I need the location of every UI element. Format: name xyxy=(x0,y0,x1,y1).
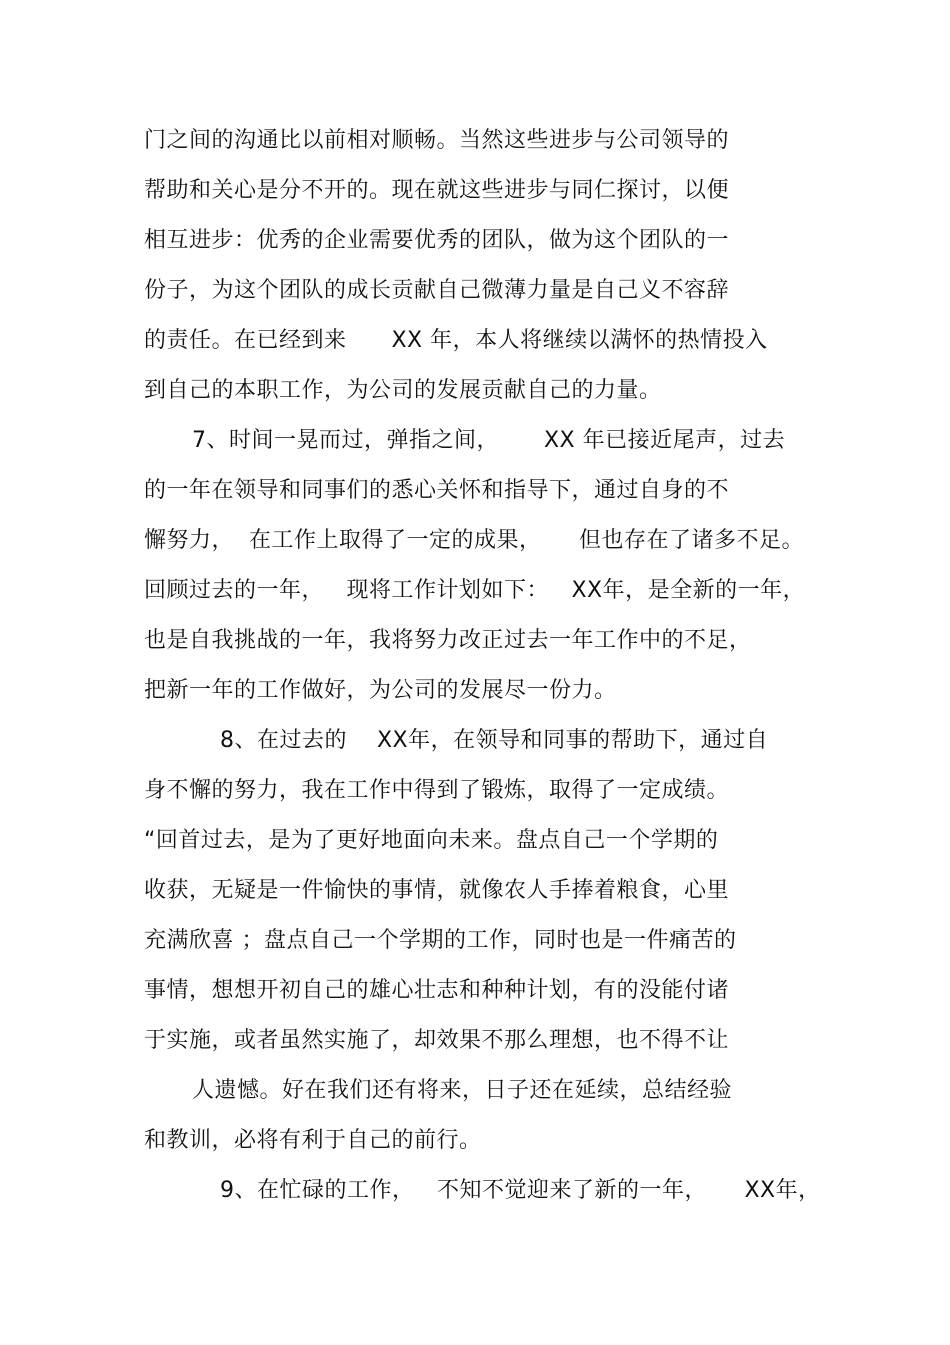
text-line: 身不懈的努力，我在工作中得到了锻炼，取得了一定成绩。 xyxy=(144,778,730,803)
text-line: 份子，为这个团队的成长贡献自己微薄力量是自己义不容辞 xyxy=(144,278,730,303)
text-line: 8、在过去的 XX年，在领导和同事的帮助下，通过自 xyxy=(220,728,769,753)
text-line: 的一年在领导和同事们的悉心关怀和指导下，通过自身的不 xyxy=(144,478,730,503)
text-line: 7、时间一晃而过，弹指之间， XX 年已接近尾声，过去 xyxy=(192,428,786,453)
text-line: 充满欣喜 ；盘点自己一个学期的工作，同时也是一件痛苦的 xyxy=(144,928,737,953)
text-line: 收获，无疑是一件愉快的事情，就像农人手捧着粮食，心里 xyxy=(144,878,730,903)
text-line: 事情，想想开初自己的雄心壮志和种种计划，有的没能付诸 xyxy=(144,978,730,1003)
text-line: 于实施，或者虽然实施了，却效果不那么理想，也不得不让 xyxy=(144,1028,730,1053)
text-line: 人遗憾。好在我们还有将来，日子还在延续，总结经验 xyxy=(192,1078,733,1103)
text-line: 把新一年的工作做好，为公司的发展尽一份力。 xyxy=(144,678,617,703)
text-line: 门之间的沟通比以前相对顺畅。当然这些进步与公司领导的 xyxy=(144,128,730,153)
text-line: 相互进步：优秀的企业需要优秀的团队，做为这个团队的一 xyxy=(144,228,730,253)
text-line: 懈努力， 在工作上取得了一定的成果， 但也存在了诸多不足。 xyxy=(144,528,804,553)
text-line: “回首过去，是为了更好地面向未来。盘点自己一个学期的 xyxy=(144,828,719,853)
text-line: 9、在忙碌的工作， 不知不觉迎来了新的一年， XX年， xyxy=(220,1178,821,1203)
text-line: 也是自我挑战的一年，我将努力改正过去一年工作中的不足， xyxy=(144,628,752,653)
text-line: 和教训，必将有利于自己的前行。 xyxy=(144,1128,482,1153)
text-line: 的责任。在已经到来 XX 年，本人将继续以满怀的热情投入 xyxy=(144,328,768,353)
text-line: 到自己的本职工作，为公司的发展贡献自己的力量。 xyxy=(144,378,662,403)
text-line: 回顾过去的一年， 现将工作计划如下： XX年，是全新的一年， xyxy=(144,578,806,603)
text-line: 帮助和关心是分不开的。现在就这些进步与同仁探讨，以便 xyxy=(144,178,730,203)
